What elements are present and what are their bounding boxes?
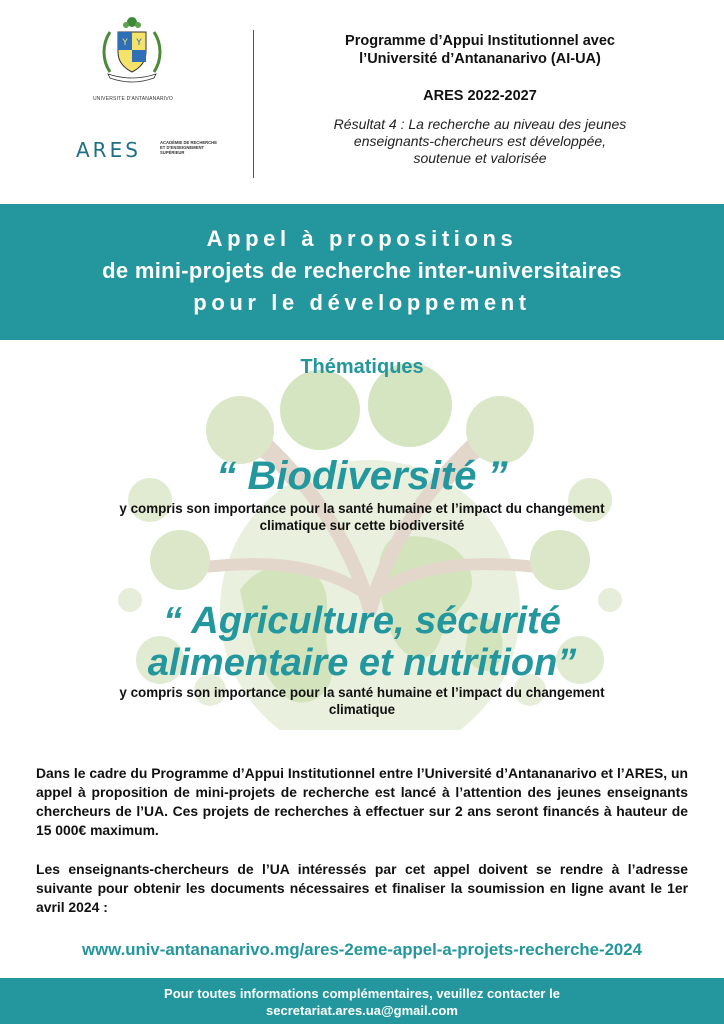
intro-paragraph: Dans le cadre du Programme d’Appui Institutionnel entre l’Université d’Antananarivo et l’ARES, un appel à proposition de mini-projets de recherche est lancé à l’attention des jeunes enseignants chercheurs de l’UA. Ces projets de recherches à effectuer sur 2 ans seront financés à hauteur de 15 000€ maximum. bbox=[36, 765, 688, 838]
theme2-desc-line1: y compris son importance pour la santé humaine et l’impact du changement bbox=[119, 685, 605, 700]
theme1-desc-line1: y compris son importance pour la santé humaine et l’impact du changement bbox=[119, 501, 605, 516]
theme1-description bbox=[62, 500, 662, 534]
result4-line2: enseignants-chercheurs est développée, bbox=[353, 133, 607, 149]
banner-line-3: pour le développement bbox=[193, 290, 531, 315]
theme2-title-line2: alimentaire et nutrition” bbox=[147, 642, 577, 684]
theme2-title-line1: “ Agriculture, sécurité bbox=[163, 600, 561, 642]
footer-contact-text: Pour toutes informations complémentaires, veuillez contacter le bbox=[164, 986, 560, 1001]
theme2-desc-line2: climatique bbox=[328, 702, 396, 717]
svg-text:Y: Y bbox=[122, 38, 128, 48]
result4-line3: soutenue et valorisée bbox=[413, 150, 547, 166]
theme1-title: “ Biodiversité ” bbox=[216, 454, 508, 498]
themes-heading: Thématiques bbox=[300, 356, 424, 378]
banner-line-2: de mini-projets de recherche inter-universitaires bbox=[102, 258, 622, 283]
result-4 bbox=[290, 116, 670, 167]
university-crest-icon bbox=[96, 14, 168, 84]
header bbox=[0, 0, 724, 204]
theme2-title bbox=[0, 600, 724, 684]
banner-line-1: Appel à propositions bbox=[206, 226, 518, 251]
footer-contact-email[interactable]: secretariat.ares.ua@gmail.com bbox=[266, 1003, 458, 1018]
application-link[interactable]: www.univ-antananarivo.mg/ares-2eme-appel-a-projets-recherche-2024 bbox=[82, 940, 642, 959]
ares-years: ARES 2022-2027 bbox=[423, 88, 537, 104]
result4-line1: Résultat 4 : La recherche au niveau des jeunes bbox=[333, 116, 627, 132]
program-title bbox=[290, 32, 670, 68]
university-name: UNIVERSITE D'ANTANANARIVO bbox=[92, 96, 174, 102]
program-info bbox=[290, 32, 670, 167]
header-divider bbox=[253, 30, 254, 178]
theme2-description bbox=[62, 684, 662, 718]
instructions-paragraph: Les enseignants-chercheurs de l’UA intéressés par cet appel doivent se rendre à l’adresse suivante pour obtenir les documents nécessaires et finaliser la soumission en ligne avant le 1er avril 2024 : bbox=[36, 861, 688, 915]
ares-wordmark: ARES bbox=[76, 138, 141, 162]
ares-subtitle: ACADÉMIE DE RECHERCHE ET D'ENSEIGNEMENT SUPÉRIEUR bbox=[160, 140, 218, 155]
program-title-line1: Programme d’Appui Institutionnel avec bbox=[345, 33, 615, 49]
theme1-desc-line2: climatique sur cette biodiversité bbox=[259, 518, 465, 533]
svg-text:Y: Y bbox=[136, 38, 142, 48]
ares-logo bbox=[76, 136, 216, 166]
program-title-line2: l’Université d’Antananarivo (AI-UA) bbox=[359, 51, 601, 67]
